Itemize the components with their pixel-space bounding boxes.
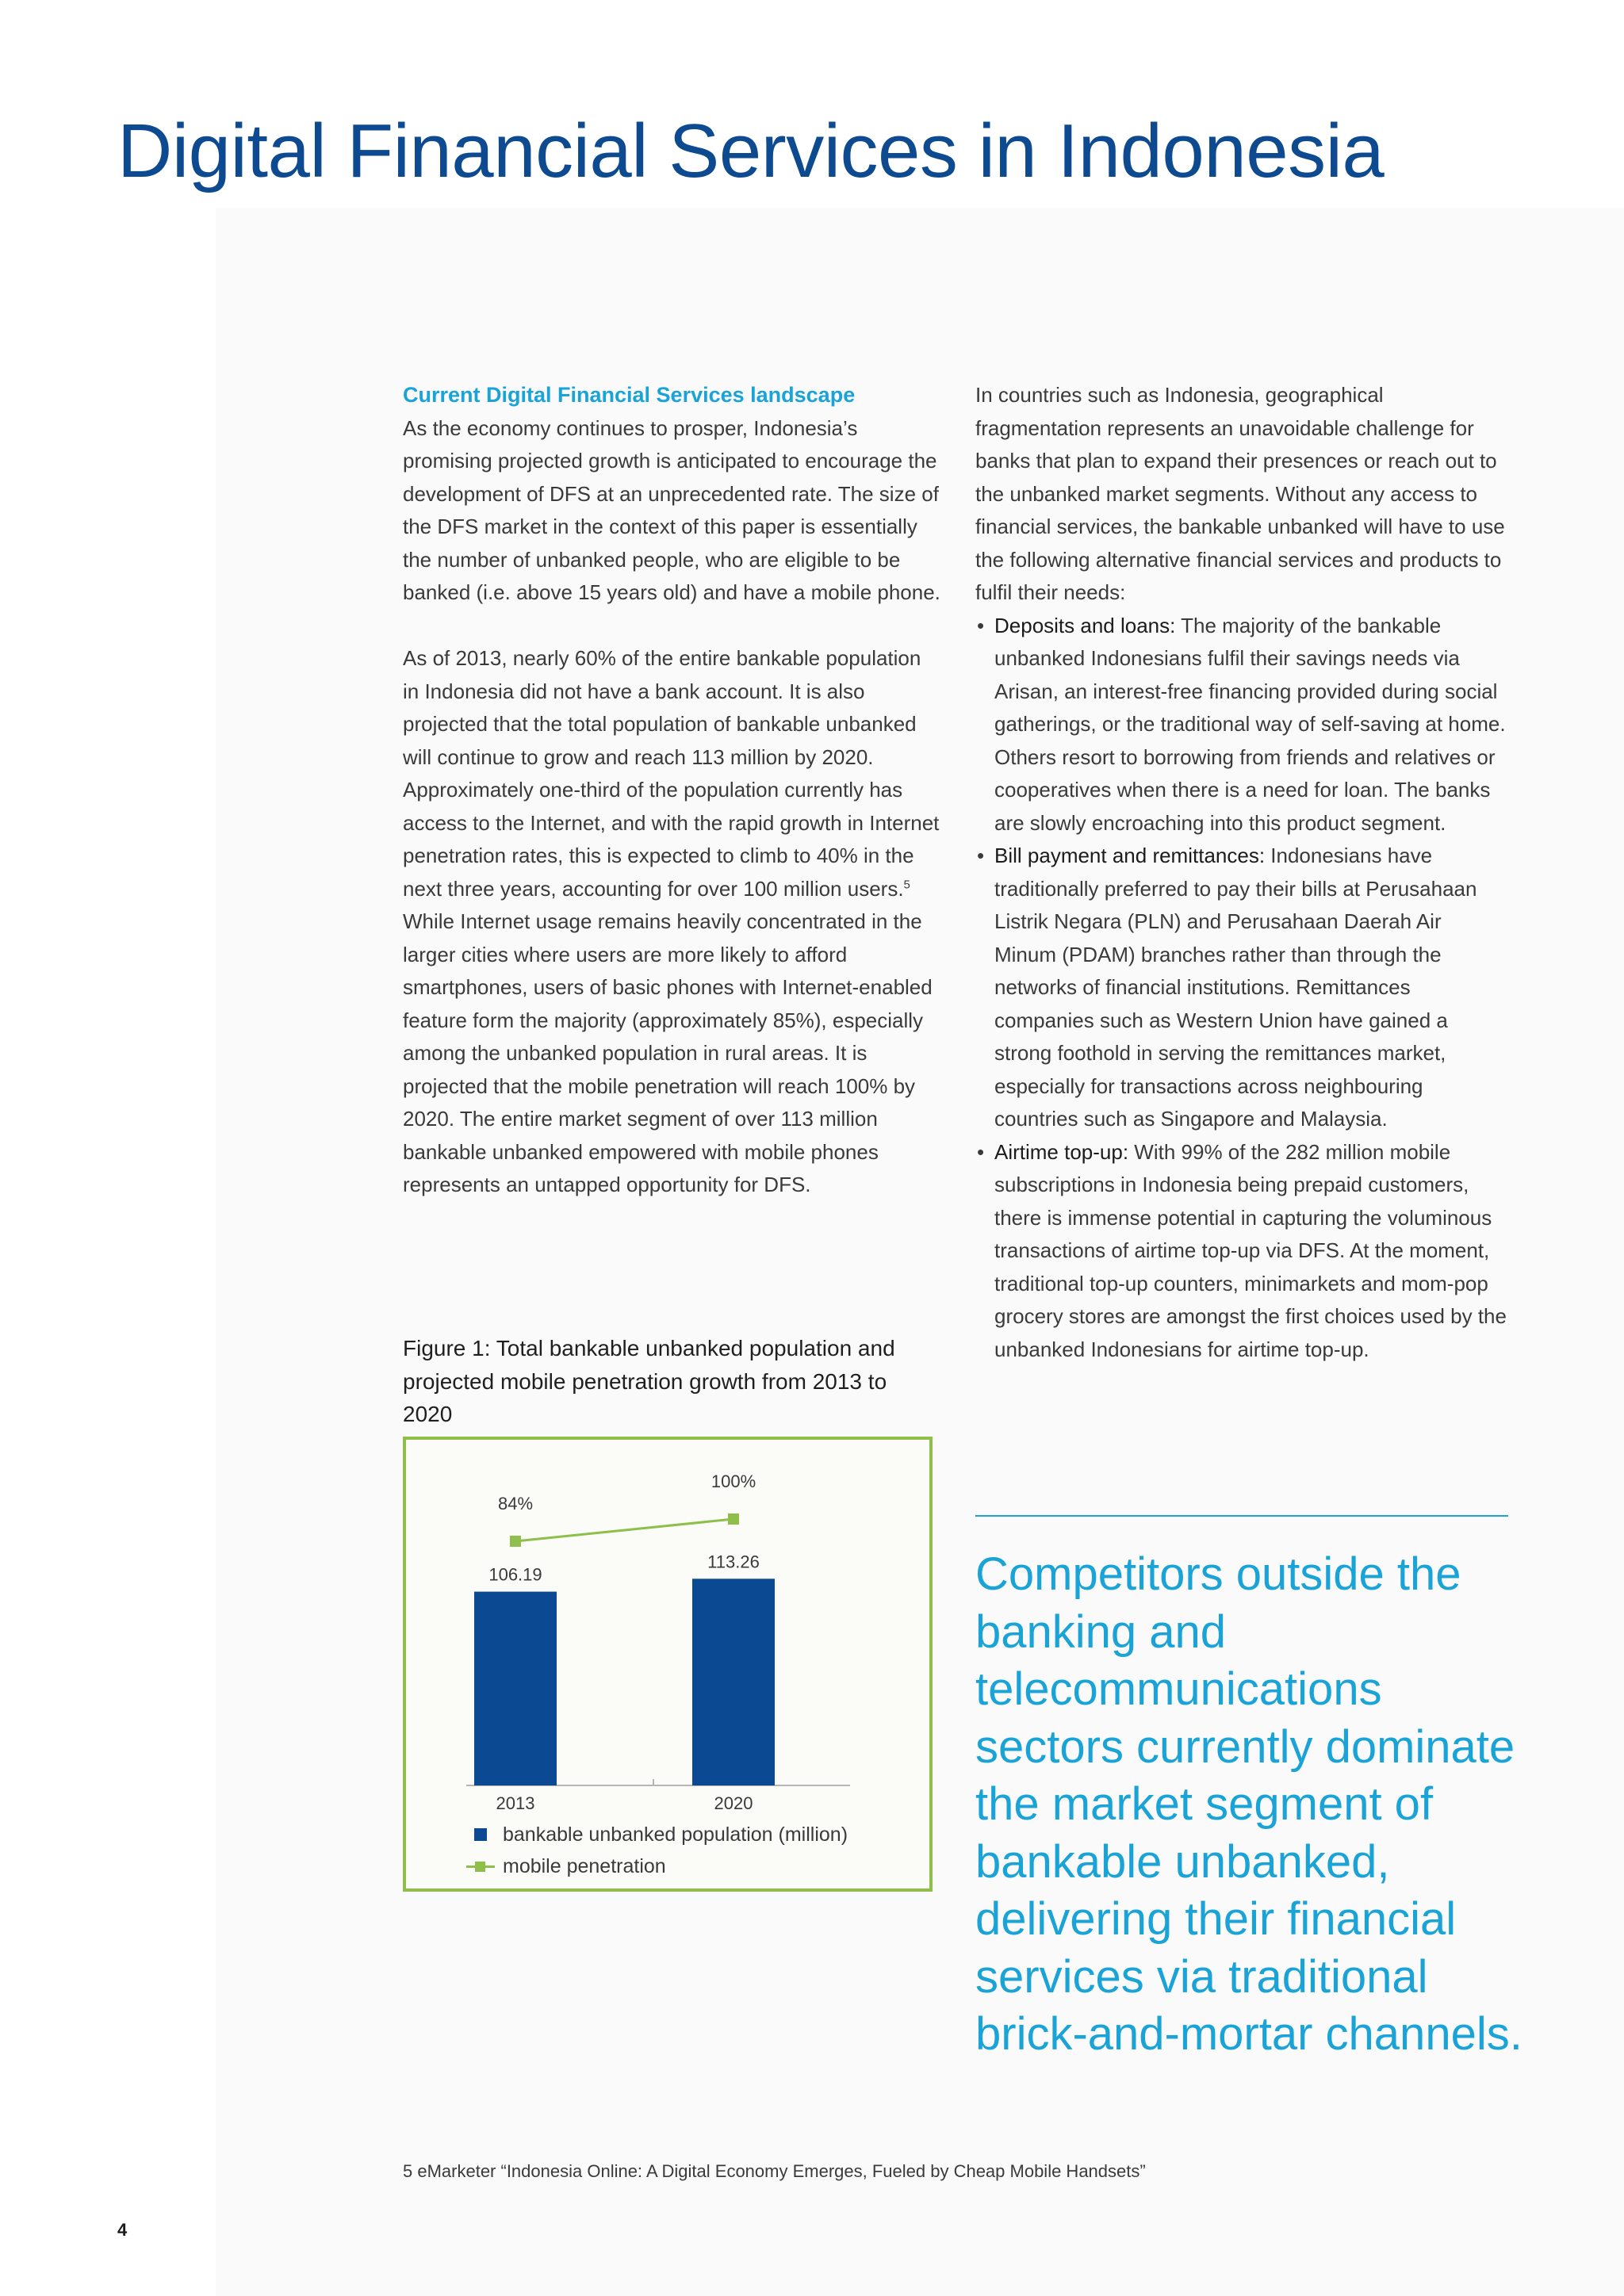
section-heading: Current Digital Financial Services landscape	[403, 383, 856, 407]
legend-line-label: mobile penetration	[503, 1854, 666, 1877]
footnote-reference: 5	[903, 877, 910, 891]
market-paragraph-part1: As of 2013, nearly 60% of the entire bankable population in Indonesia did not have a bank account. It is also projected that the total population of bankable unbanked will continue to grow and reach 113 million by 2020. Approximately one-third of the population currently has access to the Internet, and with the rapid growth in Internet penetration rates, this is expected to climb to 40% in the next three years, accounting for over 100 million users.	[403, 646, 940, 901]
figure-chart	[403, 1437, 933, 1892]
bar	[474, 1592, 557, 1785]
bar-value-label: 113.26	[707, 1552, 760, 1572]
line-value-label: 84%	[497, 1494, 534, 1513]
right-intro-paragraph: In countries such as Indonesia, geographical fragmentation represents an unavoidable challenge for banks that plan to expand their presences or reach out to the unbanked market segments. Without any access to financial services, the bankable unbanked will have to use the following alternative financial services and products to fulfil their needs:	[975, 383, 1505, 604]
figure-caption: Figure 1: Total bankable unbanked population and projected mobile penetration growth from 2013 to 2020	[403, 1336, 895, 1426]
chart-legend	[466, 1819, 848, 1882]
pull-quote: Competitors outside the banking and telecommunications sectors currently dominate the market segment of bankable unbanked, delivering their financial services via traditional brick-and-mortar channels.	[975, 1548, 1522, 2060]
page-number: 4	[117, 2220, 128, 2240]
market-paragraph-part2: While Internet usage remains heavily concentrated in the larger cities where users are more likely to afford smartphones, users of basic phones with Internet-enabled feature form the majority (approximately 85%), especially among the unbanked population in rural areas. It is projected that the mobile penetration will reach 100% by 2020. The entire market segment of over 113 million bankable unbanked empowered with mobile phones represents an untapped opportunity for DFS.	[403, 909, 933, 1196]
bullet-text: With 99% of the 282 million mobile subscriptions in Indonesia being prepaid customers, there is immense potential in capturing the voluminous transactions of airtime top-up via DFS. At the moment, traditional top-up counters, minimarkets and mom-pop grocery stores are amongst the first choices used by the unbanked Indonesians for airtime top-up.	[994, 1139, 1507, 1361]
legend-item-line	[466, 1850, 848, 1882]
pull-quote-rule	[975, 1515, 1508, 1517]
line-point	[728, 1513, 739, 1525]
right-column	[975, 379, 1508, 1366]
x-tick-label: 2020	[714, 1793, 753, 1813]
bar-value-label: 106.19	[488, 1564, 542, 1585]
line-series	[515, 1519, 733, 1541]
bullet-term: Bill payment and remittances:	[994, 844, 1266, 867]
footnote: 5 eMarketer “Indonesia Online: A Digital Economy Emerges, Fueled by Cheap Mobile Handsets”	[403, 2161, 1146, 2181]
list-item	[975, 840, 1508, 1136]
bullet-text: The majority of the bankable unbanked Indonesians fulfil their savings needs via Arisan, an interest-free financing provided during social gatherings, or the traditional way of self-saving at home. Others resort to borrowing from friends and relatives or cooperatives when there is a need for loan. The banks are slowly encroaching into this product segment.	[994, 613, 1506, 835]
bar	[692, 1578, 775, 1785]
alternatives-list	[975, 610, 1508, 1367]
list-item	[975, 1136, 1508, 1367]
line-value-label: 100%	[710, 1471, 756, 1491]
page-title: Digital Financial Services in Indonesia	[117, 109, 1385, 193]
left-column	[403, 379, 942, 1202]
legend-bar-swatch	[474, 1828, 487, 1841]
legend-item-bars	[466, 1819, 848, 1850]
legend-bar-label: bankable unbanked population (million)	[503, 1823, 848, 1846]
market-paragraph	[403, 642, 942, 1202]
intro-paragraph: As the economy continues to prosper, Indonesia’s promising projected growth is anticipated to encourage the development of DFS at an unprecedented rate. The size of the DFS market in the context of this paper is essentially the number of unbanked people, who are eligible to be banked (i.e. above 15 years old) and have a mobile phone.	[403, 415, 940, 604]
list-item	[975, 610, 1508, 840]
legend-line-swatch	[466, 1860, 495, 1873]
bullet-text: Indonesians have traditionally preferred to pay their bills at Perusahaan Listrik Negara (PLN) and Perusahaan Daerah Air Minum (PDAM) branches rather than through the networks of financial institutions. Remittances companies such as Western Union have gained a strong foothold in serving the remittances market, especially for transactions across neighbouring countries such as Singapore and Malaysia.	[994, 844, 1477, 1131]
bullet-term: Deposits and loans:	[994, 613, 1176, 637]
bullet-term: Airtime top-up:	[994, 1139, 1129, 1164]
line-point	[510, 1536, 521, 1547]
x-tick-label: 2013	[496, 1793, 535, 1813]
